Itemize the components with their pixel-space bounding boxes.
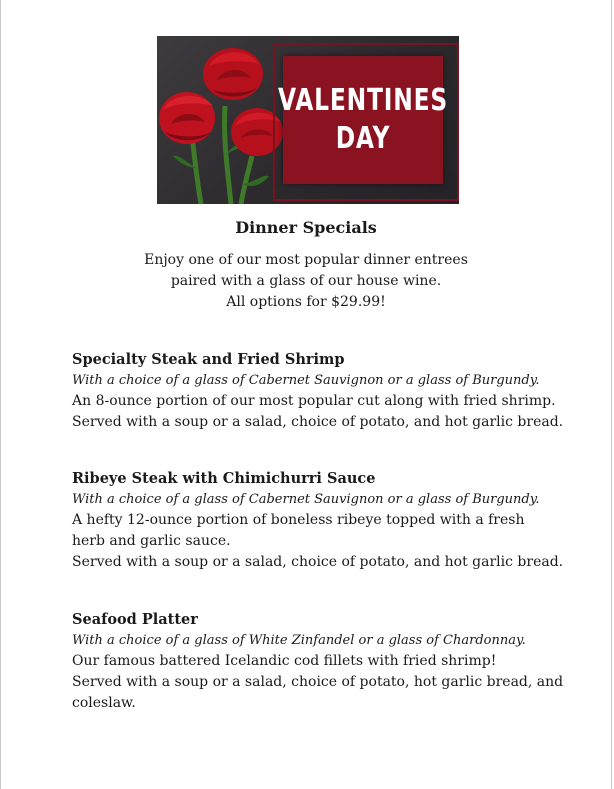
menu-item-description: herb and garlic sauce. <box>72 533 231 549</box>
menu-item-sides: Served with a soup or a salad, choice of potato, and hot garlic bread. <box>72 554 564 570</box>
menu-item-description: An 8-ounce portion of our most popular cut along with fried shrimp. <box>72 393 556 409</box>
menu-item-sides: Served with a soup or a salad, choice of potato, and hot garlic bread. <box>72 414 564 430</box>
menu-item-description: A hefty 12-ounce portion of boneless ribeye topped with a fresh <box>72 512 525 528</box>
page-title: Dinner Specials <box>235 218 377 237</box>
menu-item-sides: coleslaw. <box>72 695 136 711</box>
menu-item-name: Seafood Platter <box>72 611 198 628</box>
menu-item-ribeye-steak <box>72 468 564 573</box>
page-border-left <box>0 0 1 789</box>
menu-item-specialty-steak <box>72 349 564 433</box>
menu-item-wine-choice: With a choice of a glass of White Zinfandel or a glass of Chardonnay. <box>72 633 526 648</box>
banner-title-line1: VALENTINES <box>278 83 449 118</box>
menu-item-name: Specialty Steak and Fried Shrimp <box>72 351 345 368</box>
menu-item-wine-choice: With a choice of a glass of Cabernet Sauvignon or a glass of Burgundy. <box>72 492 540 507</box>
banner-title-line2: DAY <box>335 121 391 156</box>
menu-item-wine-choice: With a choice of a glass of Cabernet Sauvignon or a glass of Burgundy. <box>72 373 540 388</box>
menu-item-sides: Served with a soup or a salad, choice of potato, hot garlic bread, and <box>72 674 564 690</box>
intro-line: paired with a glass of our house wine. <box>170 273 442 289</box>
menu-item-seafood-platter <box>72 609 564 714</box>
intro-line: Enjoy one of our most popular dinner entrees <box>144 252 468 268</box>
intro-text <box>0 250 612 313</box>
menu-item-name: Ribeye Steak with Chimichurri Sauce <box>72 470 376 487</box>
rose-top <box>203 48 263 100</box>
intro-price-line: All options for $29.99! <box>226 294 386 310</box>
rose-left <box>159 92 215 144</box>
page-border-right <box>611 0 612 789</box>
banner-title-box <box>278 56 449 184</box>
menu-item-description: Our famous battered Icelandic cod fillets with fried shrimp! <box>72 653 497 669</box>
valentines-banner-image <box>157 36 459 204</box>
